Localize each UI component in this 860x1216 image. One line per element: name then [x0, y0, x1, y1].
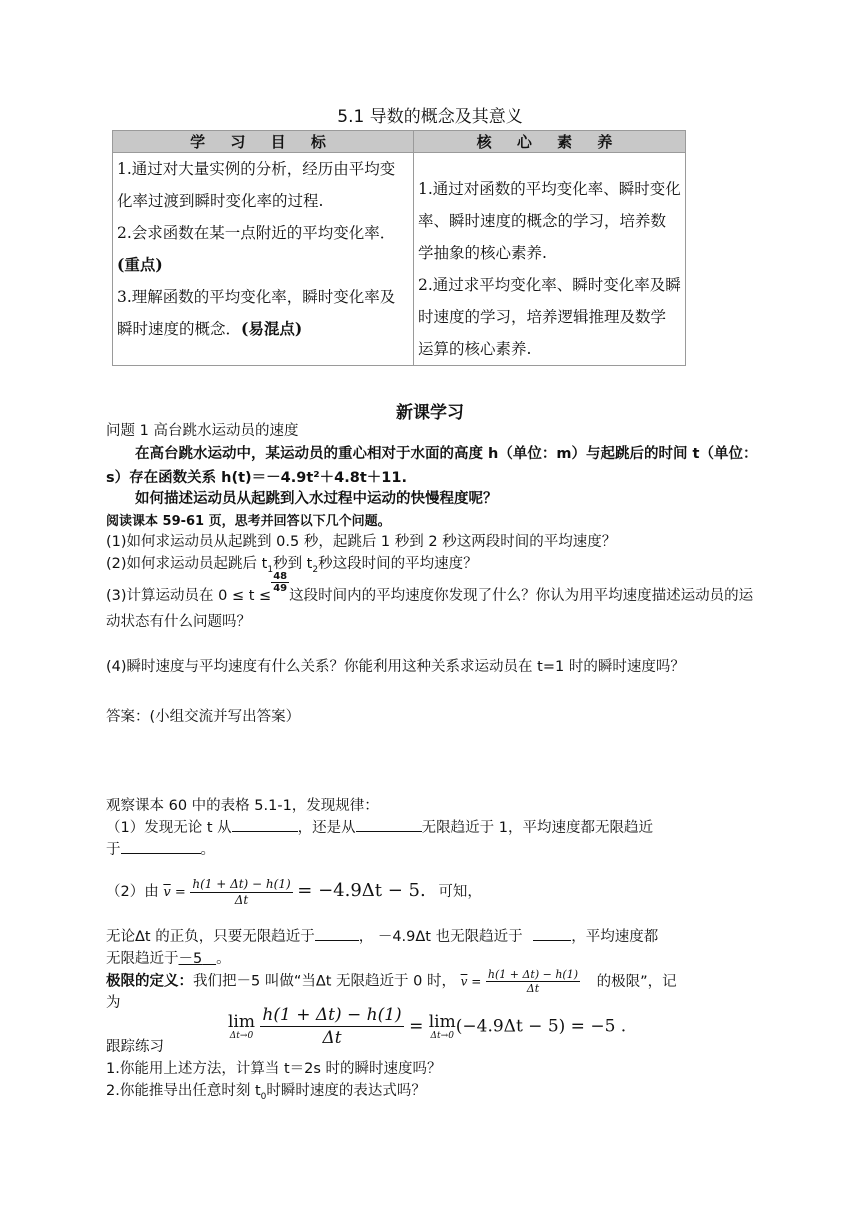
practice-question-1: 1.你能用上述方法，计算当 t＝2s 时的瞬时速度吗？ — [106, 1061, 442, 1077]
question-3: (3)计算运动员在 0 ≤ t ≤ $\frac{48}{49}$ 这段时间内的平均速度你发现了什么？你认为用平均速度描述运动员的运动状态有什么问题吗？ — [106, 570, 754, 630]
objective-item: 1.通过对大量实例的分析，经历由平均变化率过渡到瞬时变化率的过程. — [117, 160, 396, 210]
objectives-table — [112, 130, 686, 366]
question-1: (1)如何求运动员从起跳到 0.5 秒，起跳后 1 秒到 2 秒这两段时间的平均速度？ — [106, 534, 617, 550]
blank-5[interactable] — [533, 926, 571, 941]
practice-heading: 跟踪练习 — [106, 1039, 164, 1055]
objectives-header: 学 习 目 标 — [113, 131, 414, 153]
observe-intro: 观察课本 60 中的表格 5.1-1，发现规律： — [106, 798, 379, 814]
blank-2[interactable] — [356, 817, 422, 832]
answer-prompt: 答案：(小组交流并写出答案） — [106, 709, 301, 725]
observe-line-1: （1）发现无论 t 从 ，还是从 无限趋近于 1，平均速度都无限趋近 — [106, 817, 758, 839]
problem-description: 在高台跳水运动中，某运动员的重心相对于水面的高度 h（单位：m）与起跳后的时间 t（单位：s）存在函数关系 h(t)＝－4.9t²＋4.8t＋11. — [106, 446, 758, 486]
competency-cell — [414, 153, 686, 366]
fraction-48-49: $\frac{48}{49}$ — [273, 570, 288, 594]
section-title: 新课学习 — [396, 403, 464, 423]
problem-question: 如何描述运动员从起跳到入水过程中运动的快慢程度呢？ — [135, 491, 498, 507]
competency-header: 核 心 素 养 — [414, 131, 686, 153]
objective-item: 2.会求函数在某一点附近的平均变化率．(重点) — [117, 224, 396, 274]
practice-question-2: 2.你能推导出任意时刻 $t_0$时瞬时速度的表达式吗？ — [106, 1083, 426, 1102]
formula-result: = −4.9Δt − 5. — [297, 880, 426, 901]
limit-formula: lim Δt→0 $\frac{h(1 + \Delta t) - h(1)}{\Delta t}$ = lim Δt→0 (−4.9Δt − 5) = −5 . — [228, 1005, 627, 1048]
objectives-cell — [113, 153, 414, 366]
problem-heading: 问题 1 高台跳水运动员的速度 — [106, 423, 299, 439]
observe-line-3: 无论Δt 的正负，只要无限趋近于 ， －4.9Δt 也无限趋近于 ，平均速度都 — [106, 926, 758, 948]
v-bar: $\overline{v}$ = — [163, 885, 186, 900]
limit-value: －5 — [178, 951, 203, 967]
confusion-tag: (易混点) — [241, 319, 303, 338]
reading-instruction: 阅读课本 59-61 页，思考并回答以下几个问题。 — [106, 514, 391, 529]
blank-4[interactable] — [315, 926, 359, 941]
definition-tail: 为 — [106, 995, 121, 1011]
question-2: (2)如何求运动员起跳后 $t_1$秒到 $t_2$秒这段时间的平均速度？ — [106, 556, 478, 575]
key-point-tag: (重点) — [117, 255, 163, 274]
observe-line-4: 无限趋近于－5 。 — [106, 951, 231, 967]
limit-definition: 极限的定义：我们把－5 叫做“当Δt 无限趋近于 0 时， $\overline{v}$ = $\frac{h(1 + \Delta t) - h(1)}{\Delta t}$ 的极限”，记 — [106, 968, 677, 995]
page-title: 5.1 导数的概念及其意义 — [337, 107, 523, 127]
competency-item: 1.通过对函数的平均变化率、瞬时变化率、瞬时速度的概念的学习，培养数学抽象的核心素养. — [418, 180, 681, 262]
definition-fraction: $\frac{h(1 + \Delta t) - h(1)}{\Delta t}$ — [487, 968, 579, 995]
blank-1[interactable] — [232, 817, 298, 832]
observe-line-1b: 于 。 — [106, 839, 758, 861]
observe-line-2: （2）由 $\overline{v}$ = $\frac{h(1 + \Delta t) - h(1)}{\Delta t}$ = −4.9Δt − 5. 可知， — [106, 876, 482, 907]
objective-item: 3.理解函数的平均变化率，瞬时变化率及瞬时速度的概念．(易混点) — [117, 288, 396, 338]
question-4: (4)瞬时速度与平均速度有什么关系？你能利用这种关系求运动员在 t=1 时的瞬时速度吗？ — [106, 659, 685, 675]
blank-3[interactable] — [121, 839, 201, 854]
competency-item: 2.通过求平均变化率、瞬时变化率及瞬时速度的学习，培养逻辑推理及数学运算的核心素养. — [418, 276, 681, 358]
avg-velocity-fraction: $\frac{h(1 + \Delta t) - h(1)}{\Delta t}$ — [192, 876, 291, 907]
